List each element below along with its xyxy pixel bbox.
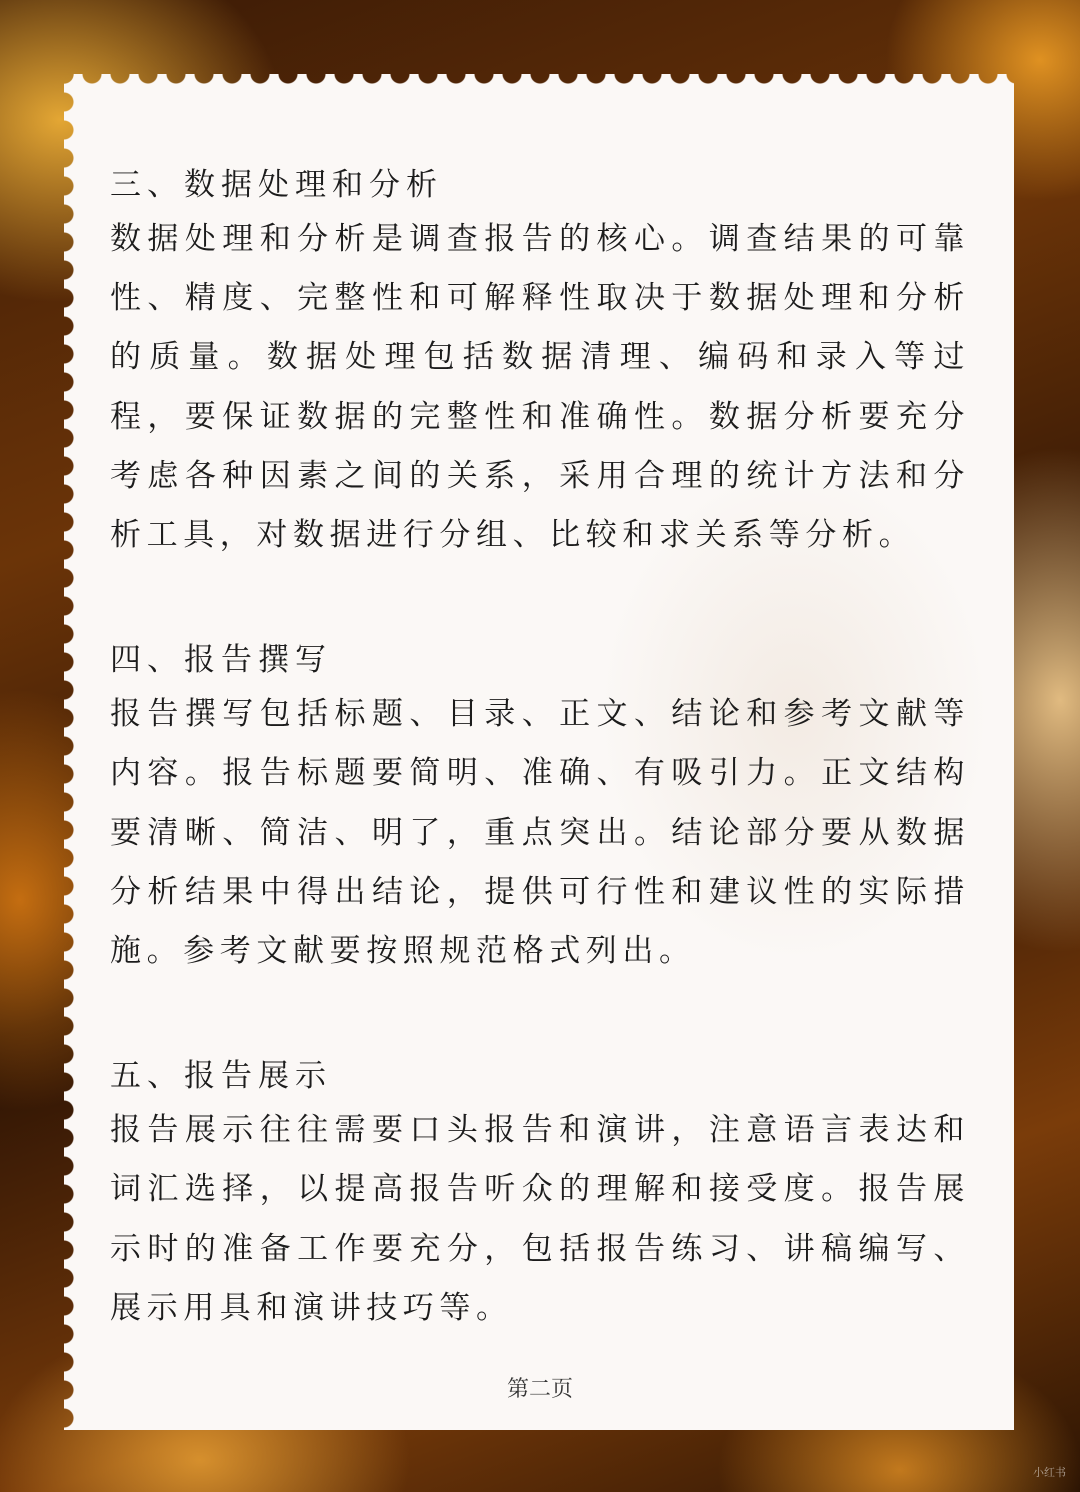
section-title: 五、报告展示 (110, 1058, 332, 1095)
page-number: 第二页 (506, 1377, 573, 1402)
watermark-logo: 小红书 (1033, 1466, 1066, 1479)
section-report-presentation (110, 1051, 970, 1338)
section-paragraph: 数据处理和分析是调查报告的核心。调查结果的可靠性、精度、完整性和可解释性取决于数据处理和分析的质量。数据处理包括数据清理、编码和录入等过程，要保证数据的完整性和准确性。数据分析要充分考虑各种因素之间的关系，采用合理的统计方法和分析工具，对数据进行分组、比较和求关系等分析。 (110, 221, 970, 554)
section-title: 四、报告撰写 (110, 642, 332, 679)
section-paragraph: 报告展示往往需要口头报告和演讲，注意语言表达和词汇选择，以提高报告听众的理解和接受度。报告展示时的准备工作要充分，包括报告练习、讲稿编写、展示用具和演讲技巧等。 (110, 1112, 970, 1326)
section-report-writing (110, 635, 970, 981)
document-body (110, 160, 970, 1338)
section-paragraph: 报告撰写包括标题、目录、正文、结论和参考文献等内容。报告标题要简明、准确、有吸引力。正文结构要清晰、简洁、明了，重点突出。结论部分要从数据分析结果中得出结论，提供可行性和建议性的实际措施。参考文献要按照规范格式列出。 (110, 696, 970, 970)
section-data-processing (110, 160, 970, 565)
section-title: 三、数据处理和分析 (110, 167, 443, 203)
